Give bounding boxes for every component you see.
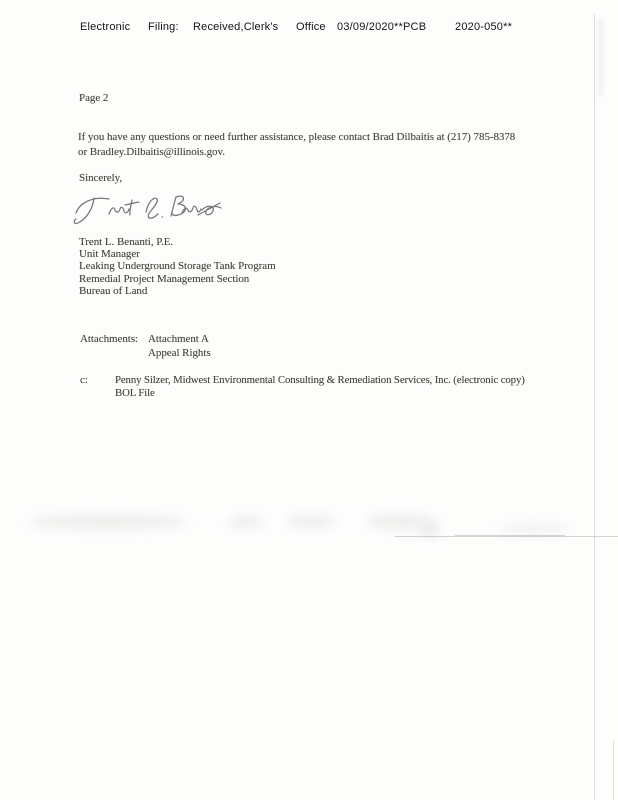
filing-header-part: Electronic bbox=[80, 21, 131, 33]
cc-block bbox=[80, 374, 525, 400]
body-paragraph bbox=[78, 130, 515, 160]
scan-artifact-hline bbox=[395, 536, 618, 537]
scan-artifact-vline bbox=[594, 14, 595, 800]
scan-artifact-smudge bbox=[286, 515, 336, 528]
attachments-block bbox=[80, 333, 211, 360]
cc-item: Penny Silzer, Midwest Environmental Consulting & Remediation Services, Inc. (electronic copy) bbox=[115, 374, 525, 386]
scan-artifact-vline bbox=[613, 740, 614, 800]
signer-section: Remedial Project Management Section bbox=[79, 272, 250, 285]
scan-artifact-smudge bbox=[228, 516, 264, 529]
signer-block bbox=[79, 236, 276, 297]
signer-program: Leaking Underground Storage Tank Program bbox=[79, 260, 276, 273]
attachments-label: Attachments: bbox=[80, 333, 139, 345]
signer-title: Unit Manager bbox=[79, 248, 140, 261]
filing-header-part: Office bbox=[296, 21, 326, 33]
filing-header-date-case: 03/09/2020**PCB bbox=[337, 21, 427, 33]
signer-bureau: Bureau of Land bbox=[79, 284, 148, 297]
signer-name: Trent L. Benanti, P.E. bbox=[79, 236, 174, 248]
scan-artifact-smudge bbox=[28, 514, 188, 530]
attachment-item: Appeal Rights bbox=[148, 346, 211, 359]
page-number-label: Page 2 bbox=[79, 92, 109, 104]
paragraph-line: or Bradley.Dilbaitis@illinois.gov. bbox=[78, 145, 225, 158]
signature-image bbox=[72, 188, 224, 236]
closing-salutation: Sincerely, bbox=[79, 172, 123, 184]
scan-artifact-vline bbox=[599, 18, 602, 96]
cc-item: BOL File bbox=[115, 387, 155, 400]
scan-artifact-smudge bbox=[498, 525, 568, 532]
paragraph-line: If you have any questions or need further assistance, please contact Brad Dilbaitis at (217) 785-8378 bbox=[78, 131, 516, 143]
filing-header-part: Filing: bbox=[148, 21, 179, 33]
filing-header-case-number: 2020-050** bbox=[455, 21, 513, 33]
attachment-item: Attachment A bbox=[148, 333, 209, 345]
filing-header-part: Received,Clerk's bbox=[193, 21, 279, 33]
cc-label: c: bbox=[80, 374, 88, 386]
scan-artifact-hline bbox=[455, 535, 565, 536]
